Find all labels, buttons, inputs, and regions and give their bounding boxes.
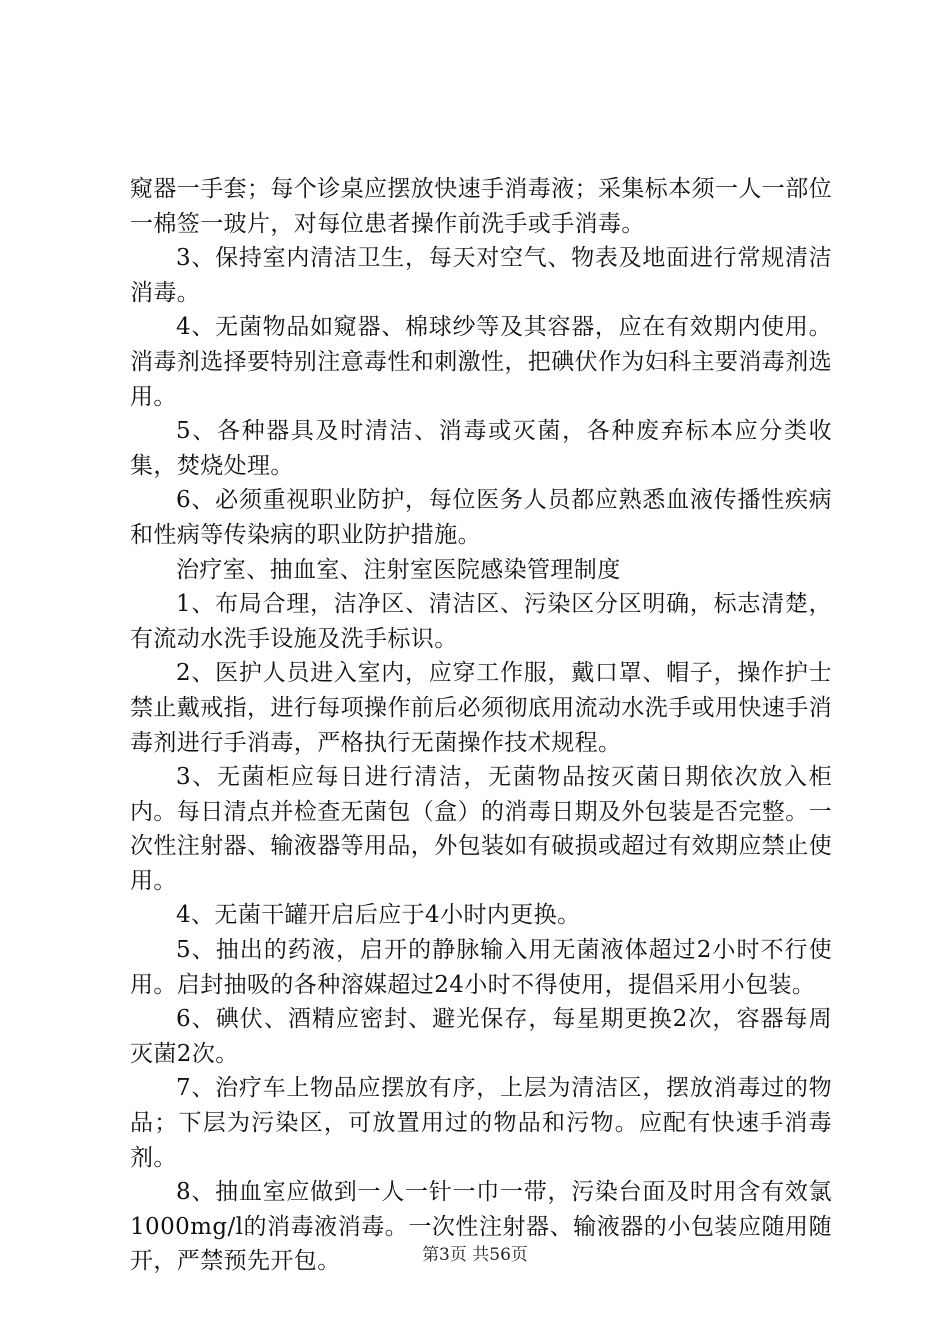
paragraph-item-6: 6、必须重视职业防护，每位医务人员都应熟悉血液传播性疾病和性病等传染病的职业防护措施。	[130, 487, 832, 548]
paragraph-rule-6: 6、碘伏、酒精应密封、避光保存，每星期更换2次，容器每周灭菌2次。	[130, 1006, 832, 1067]
paragraph-rule-4: 4、无菌干罐开启后应于4小时内更换。	[176, 902, 581, 929]
paragraph-rule-1: 1、布局合理，洁净区、清洁区、污染区分区明确，标志清楚，有流动水洗手设施及洗手标识。	[130, 591, 832, 652]
paragraph-rule-7: 7、治疗车上物品应摆放有序，上层为清洁区，摆放消毒过的物品；下层为污染区，可放置用过的物品和污物。应配有快速手消毒剂。	[130, 1075, 832, 1171]
paragraph-item-5: 5、各种器具及时清洁、消毒或灭菌，各种废弃标本应分类收集，焚烧处理。	[130, 418, 832, 479]
paragraph-item-3: 3、保持室内清洁卫生，每天对空气、物表及地面进行常规清洁消毒。	[130, 245, 832, 306]
paragraph-rule-8: 8、抽血室应做到一人一针一巾一带，污染台面及时用含有效氯1000mg/l的消毒液消毒。一次性注射器、输液器的小包装应随用随开，严禁预先开包。	[130, 1179, 832, 1275]
document-body	[130, 172, 832, 1279]
page-number-footer: 第3页 共56页	[422, 1245, 528, 1265]
paragraph-rule-3: 3、无菌柜应每日进行清洁，无菌物品按灭菌日期依次放入柜内。每日清点并检查无菌包（盒）的消毒日期及外包装是否完整。一次性注射器、输液器等用品，外包装如有破损或超过有效期应禁止使用。	[130, 764, 832, 894]
paragraph-rule-2: 2、医护人员进入室内，应穿工作服，戴口罩、帽子，操作护士禁止戴戒指，进行每项操作前后必须彻底用流动水洗手或用快速手消毒剂进行手消毒，严格执行无菌操作技术规程。	[130, 660, 832, 756]
paragraph-continuation: 窥器一手套；每个诊桌应摆放快速手消毒液；采集标本须一人一部位一棉签一玻片，对每位患者操作前洗手或手消毒。	[130, 176, 832, 237]
paragraph-rule-5: 5、抽出的药液，启开的静脉输入用无菌液体超过2小时不行使用。启封抽吸的各种溶媒超过24小时不得使用，提倡采用小包装。	[130, 937, 832, 998]
paragraph-item-4: 4、无菌物品如窥器、棉球纱等及其容器，应在有效期内使用。消毒剂选择要特别注意毒性和刺激性，把碘伏作为妇科主要消毒剂选用。	[130, 314, 832, 410]
section-heading: 治疗室、抽血室、注射室医院感染管理制度	[176, 556, 621, 583]
